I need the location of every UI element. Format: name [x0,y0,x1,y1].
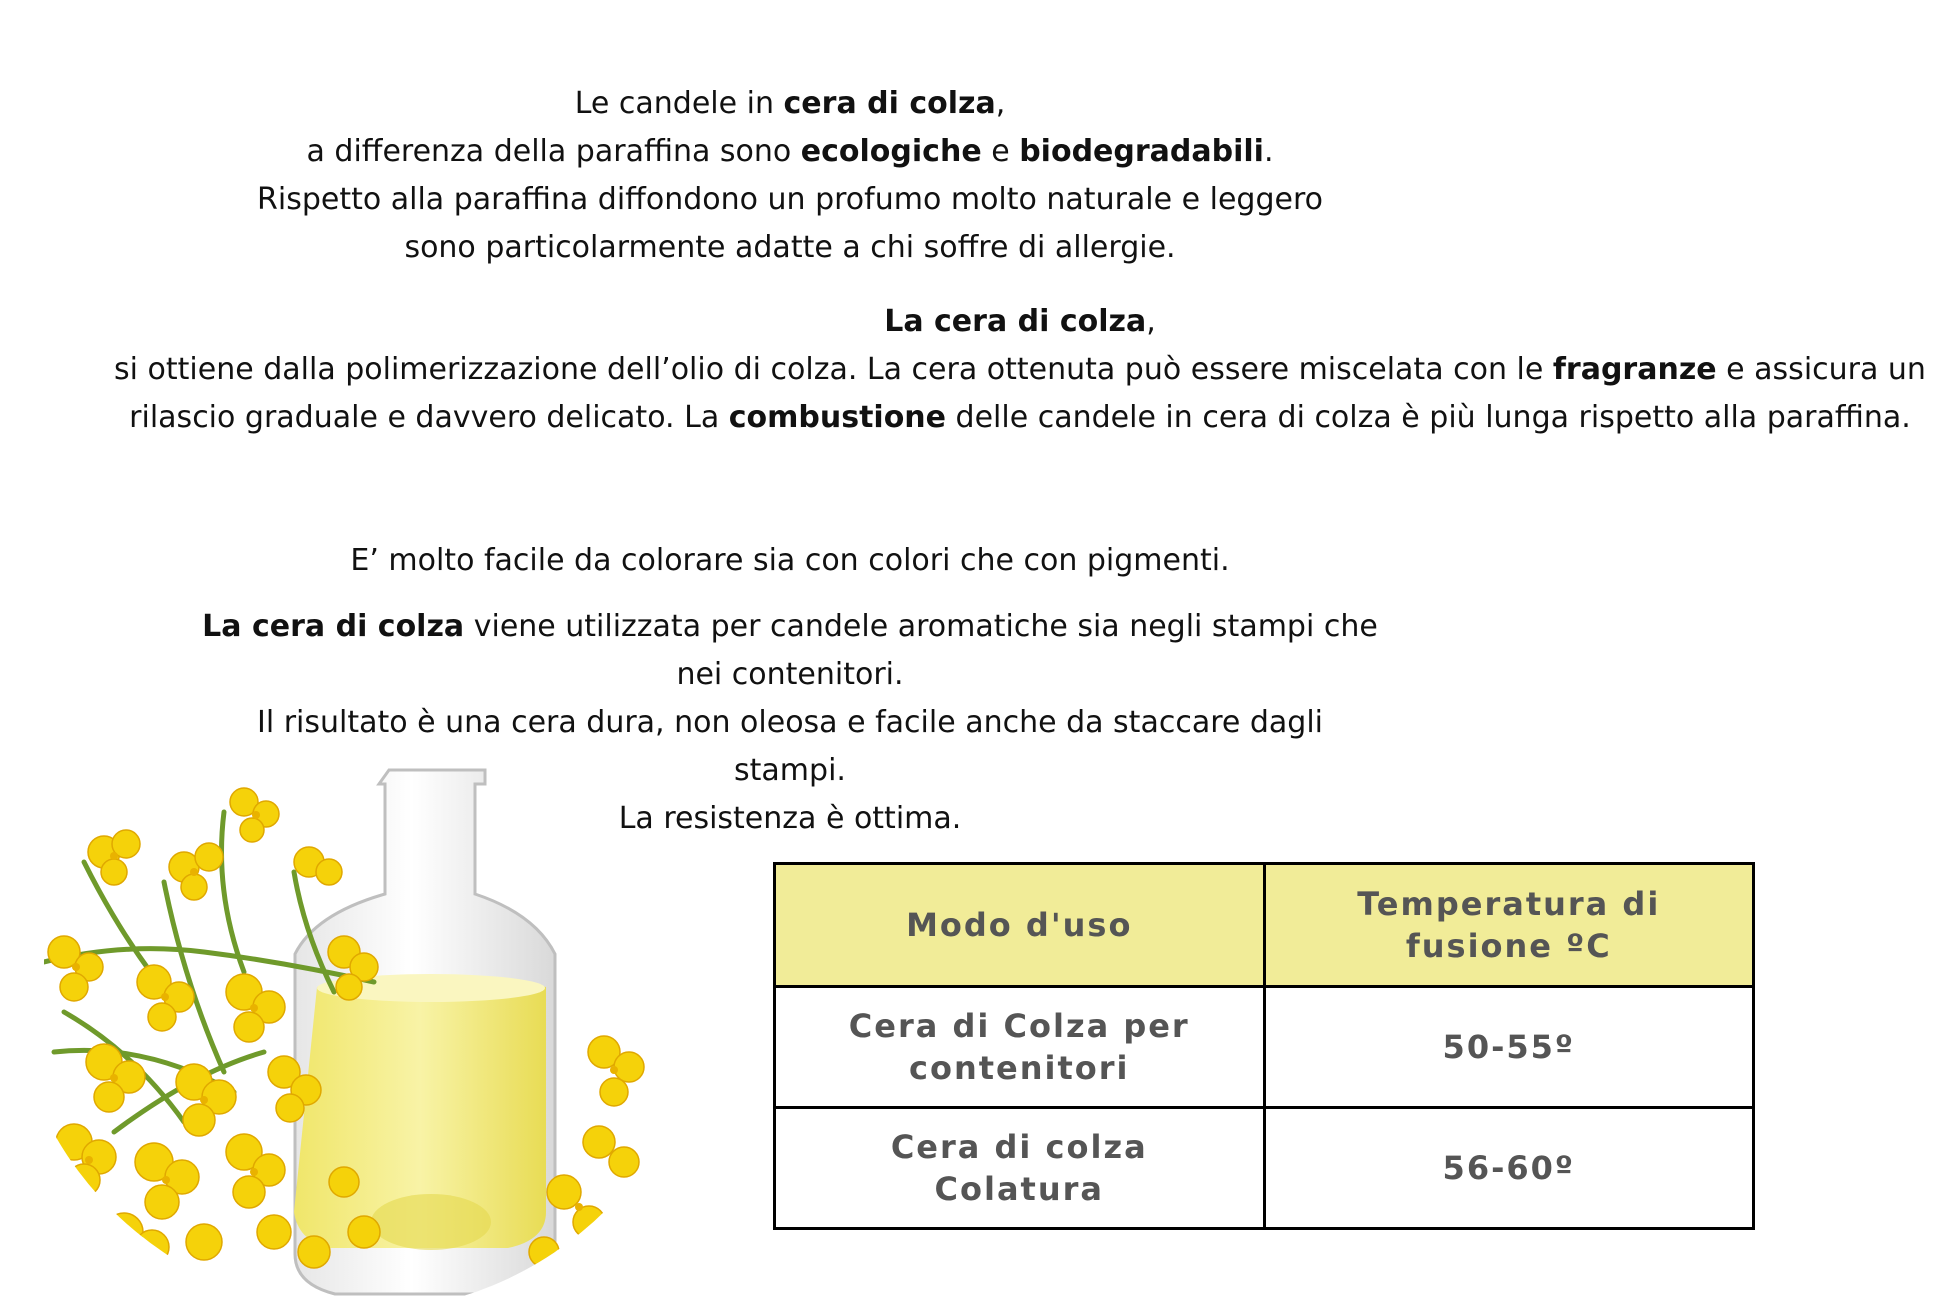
table-row [775,987,1754,1108]
intro-line-2 [200,128,1380,176]
table-header-modo-uso: Modo d'uso [775,864,1265,987]
usage-text: viene utilizzata per candele aromatiche sia negli stampi che nei contenitori. [464,609,1378,692]
production-bold-combustione: combustione [728,400,947,435]
table-header-row [775,864,1754,987]
table-cell-usage: Cera di colza Colatura [775,1108,1265,1229]
intro-line-3: Rispetto alla paraffina diffondono un profumo molto naturale e leggero [257,182,1323,217]
usage-table [773,862,1755,1230]
coloring-paragraph [200,537,1380,585]
intro-bold-ecologiche: ecologiche [800,134,982,169]
intro-text: e [981,134,1020,169]
production-heading-suffix: , [1146,304,1156,339]
production-text: e assicura un rilascio graduale e davvero delicato. La [129,352,1926,435]
coloring-line: E’ molto facile da colorare sia con colori che con pigmenti. [350,543,1230,578]
production-paragraph [90,298,1946,442]
table-row [775,1108,1754,1229]
production-bold-fragranze: fragranze [1552,352,1717,387]
intro-line-4: sono particolarmente adatte a chi soffre di allergie. [404,230,1176,265]
table-cell-temperature: 50-55º [1264,987,1754,1108]
intro-text: , [995,86,1006,121]
usage-line-2: Il risultato è una cera dura, non oleosa e facile anche da staccare dagli stampi. [256,705,1324,788]
intro-text: a differenza della paraffina sono [306,134,801,169]
production-heading: La cera di colza [884,304,1147,339]
production-text: si ottiene dalla polimerizzazione dell’olio di colza. La cera ottenuta può essere miscelata con le [114,352,1553,387]
intro-bold-biodegradabili: biodegradabili [1019,134,1264,169]
table-cell-temperature: 56-60º [1264,1108,1754,1229]
usage-bold-lead: La cera di colza [202,609,465,644]
table-header-temperatura: Temperatura di fusione ºC [1264,864,1754,987]
intro-text: Le candele in [574,86,784,121]
intro-paragraph [200,80,1380,272]
usage-line-1 [200,603,1380,699]
table-cell-usage: Cera di Colza per contenitori [775,987,1265,1108]
intro-text: . [1263,134,1274,169]
production-heading-line [90,298,1946,346]
usage-line-3: La resistenza è ottima. [618,801,962,836]
rapeseed-oil-bottle-icon [44,752,684,1297]
production-text: delle candele in cera di colza è più lunga rispetto alla paraffina. [946,400,1911,435]
production-body [90,346,1946,442]
intro-line-1 [200,80,1380,128]
intro-bold-cera: cera di colza [783,86,996,121]
